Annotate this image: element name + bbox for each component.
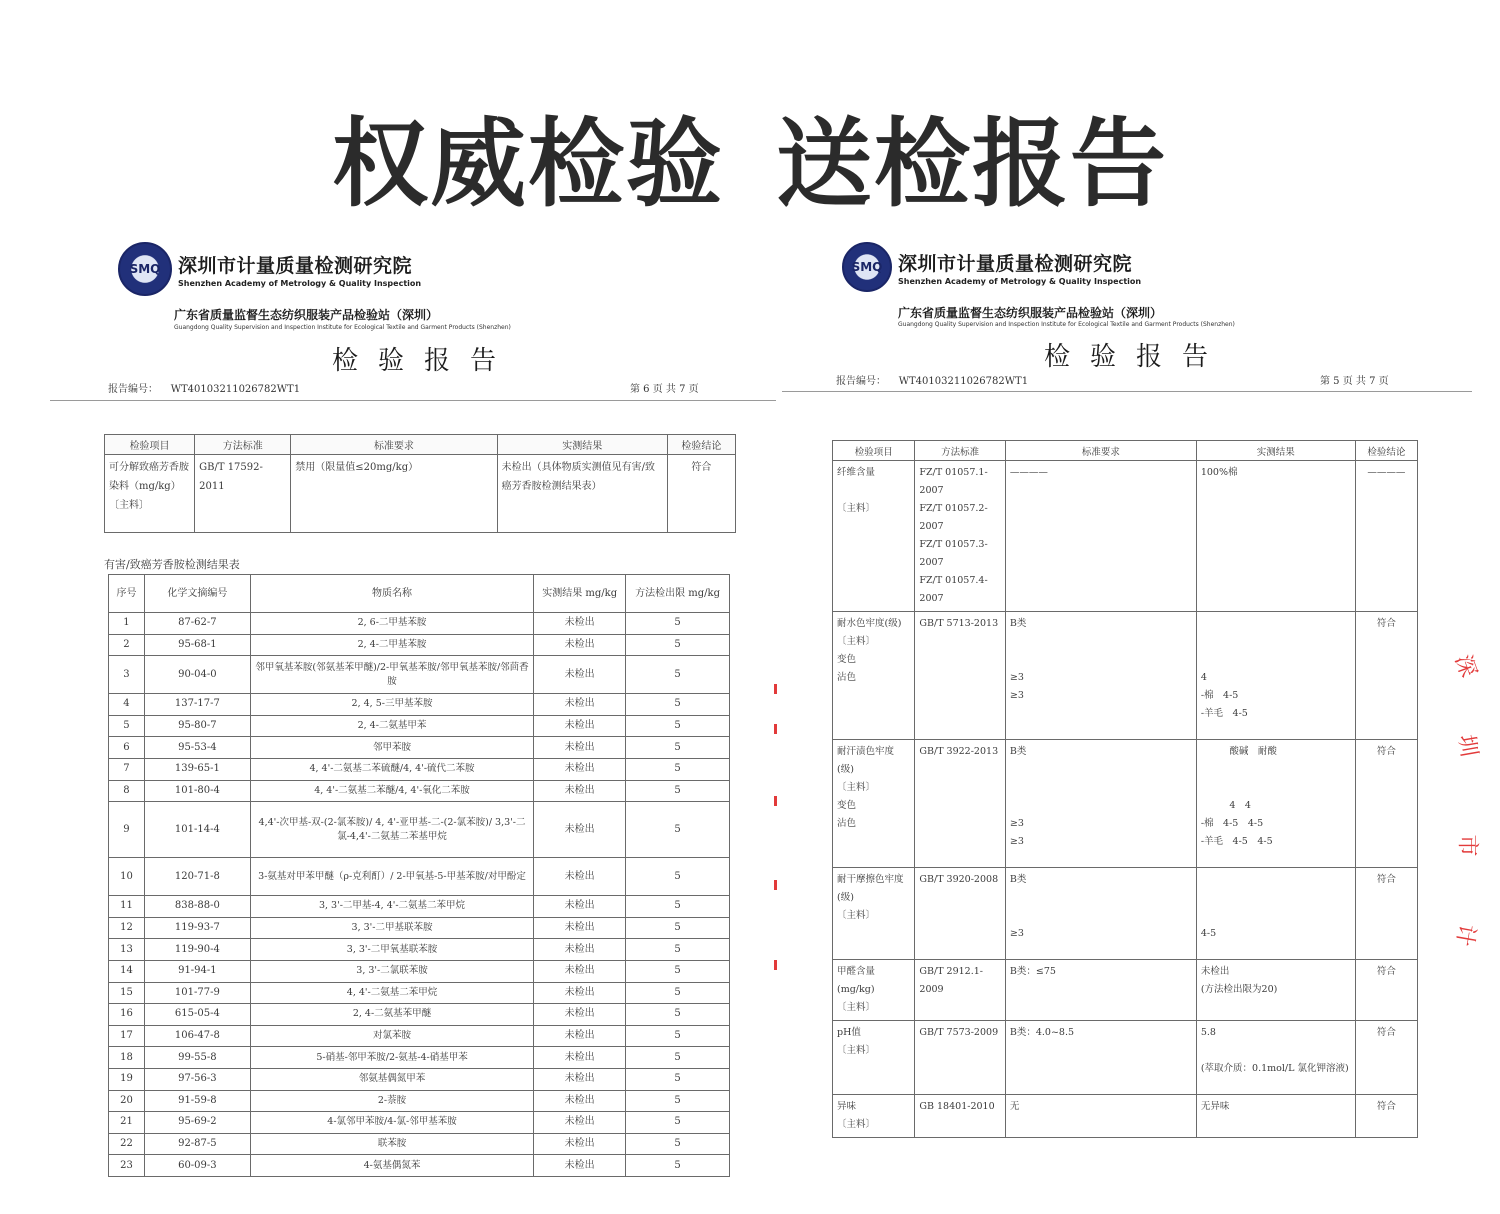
results-body bbox=[833, 461, 1418, 1138]
result-value: 4-5 bbox=[1196, 868, 1355, 960]
amine-row bbox=[109, 694, 730, 716]
amine-row bbox=[109, 715, 730, 737]
amine-no: 15 bbox=[109, 982, 145, 1004]
amine-name: 2, 6-二甲基苯胺 bbox=[250, 613, 533, 635]
amine-cas: 95-53-4 bbox=[144, 737, 250, 759]
amine-name: 5-硝基-邻甲苯胺/2-氨基-4-硝基甲苯 bbox=[250, 1047, 533, 1069]
amine-result: 未检出 bbox=[534, 715, 626, 737]
result-value: 100%棉 bbox=[1196, 461, 1355, 612]
amine-limit: 5 bbox=[626, 1133, 730, 1155]
amine-no: 9 bbox=[109, 802, 145, 858]
amines-header-row bbox=[109, 575, 730, 613]
amine-cas: 99-55-8 bbox=[144, 1047, 250, 1069]
result-method: GB/T 3920-2008 bbox=[915, 868, 1005, 960]
org-name-cn: 深圳市计量质量检测研究院 bbox=[898, 252, 1133, 275]
result-requirement: B类：4.0~8.5 bbox=[1005, 1021, 1196, 1095]
amine-no: 10 bbox=[109, 858, 145, 896]
amine-row bbox=[109, 758, 730, 780]
summary-row bbox=[105, 455, 736, 533]
amine-cas: 139-65-1 bbox=[144, 758, 250, 780]
report-page-6 bbox=[40, 228, 785, 1208]
report-number bbox=[108, 380, 300, 395]
col-name: 物质名称 bbox=[250, 575, 533, 613]
report-number-label: 报告编号： bbox=[108, 384, 158, 395]
amine-row bbox=[109, 1155, 730, 1177]
doc-title: 检验报告 bbox=[332, 346, 517, 376]
col-requirement: 标准要求 bbox=[1005, 441, 1196, 461]
amine-limit: 5 bbox=[626, 1025, 730, 1047]
result-conclusion: 符合 bbox=[1355, 612, 1417, 740]
report-number-value: WT40103211026782WT1 bbox=[170, 384, 301, 395]
col-method: 方法标准 bbox=[915, 441, 1005, 461]
result-item: 耐干摩擦色牢度(级) 〔主料〕 bbox=[833, 868, 915, 960]
result-conclusion: 符合 bbox=[1355, 1095, 1417, 1138]
org-header-right bbox=[842, 242, 1141, 292]
report-number-label: 报告编号： bbox=[836, 376, 886, 387]
col-requirement: 标准要求 bbox=[291, 435, 497, 455]
amine-no: 3 bbox=[109, 656, 145, 694]
result-requirement: B类 ≥3 bbox=[1005, 868, 1196, 960]
amine-limit: 5 bbox=[626, 917, 730, 939]
amine-cas: 106-47-8 bbox=[144, 1025, 250, 1047]
amine-cas: 119-90-4 bbox=[144, 939, 250, 961]
amine-cas: 120-71-8 bbox=[144, 858, 250, 896]
amine-no: 20 bbox=[109, 1090, 145, 1112]
summary-header-row bbox=[105, 435, 736, 455]
amine-limit: 5 bbox=[626, 1090, 730, 1112]
org-name-cn: 深圳市计量质量检测研究院 bbox=[178, 254, 413, 277]
result-row bbox=[833, 612, 1418, 740]
report-number-value: WT40103211026782WT1 bbox=[898, 376, 1029, 387]
amine-cas: 95-69-2 bbox=[144, 1112, 250, 1134]
amine-result: 未检出 bbox=[534, 1068, 626, 1090]
amine-result: 未检出 bbox=[534, 1133, 626, 1155]
result-method: GB/T 7573-2009 bbox=[915, 1021, 1005, 1095]
col-no: 序号 bbox=[109, 575, 145, 613]
amine-name: 4, 4'-二氨基二苯硫醚/4, 4'-硫代二苯胺 bbox=[250, 758, 533, 780]
amine-result: 未检出 bbox=[534, 982, 626, 1004]
amine-row bbox=[109, 1047, 730, 1069]
smq-logo-icon bbox=[118, 242, 172, 296]
summary-result: 未检出（具体物质实测值见有害/致癌芳香胺检测结果表） bbox=[497, 455, 667, 533]
amine-row bbox=[109, 896, 730, 918]
amine-row bbox=[109, 858, 730, 896]
amine-name: 4-氨基偶氮苯 bbox=[250, 1155, 533, 1177]
amine-row bbox=[109, 737, 730, 759]
col-cas: 化学文摘编号 bbox=[144, 575, 250, 613]
amine-no: 13 bbox=[109, 939, 145, 961]
amine-result: 未检出 bbox=[534, 960, 626, 982]
amine-name: 邻氨基偶氮甲苯 bbox=[250, 1068, 533, 1090]
amine-no: 7 bbox=[109, 758, 145, 780]
doc-title: 检验报告 bbox=[1044, 342, 1229, 372]
col-conclusion: 检验结论 bbox=[1355, 441, 1417, 461]
result-requirement: B类：≤75 bbox=[1005, 960, 1196, 1021]
amine-cas: 87-62-7 bbox=[144, 613, 250, 635]
amine-row bbox=[109, 917, 730, 939]
amine-no: 18 bbox=[109, 1047, 145, 1069]
result-item: 耐汗渍色牢度(级) 〔主料〕 变色 沾色 bbox=[833, 740, 915, 868]
summary-conclusion: 符合 bbox=[667, 455, 735, 533]
amine-result: 未检出 bbox=[534, 758, 626, 780]
amine-limit: 5 bbox=[626, 1047, 730, 1069]
amine-limit: 5 bbox=[626, 694, 730, 716]
amine-limit: 5 bbox=[626, 1155, 730, 1177]
amine-name: 2, 4-二甲基苯胺 bbox=[250, 634, 533, 656]
result-item: 纤维含量 〔主料〕 bbox=[833, 461, 915, 612]
amine-no: 21 bbox=[109, 1112, 145, 1134]
stamp-mark bbox=[774, 796, 777, 806]
stamp-char: 深 bbox=[1449, 651, 1481, 681]
amine-row bbox=[109, 1133, 730, 1155]
amine-no: 8 bbox=[109, 780, 145, 802]
amine-result: 未检出 bbox=[534, 1025, 626, 1047]
amine-name: 3, 3'-二氯联苯胺 bbox=[250, 960, 533, 982]
amine-limit: 5 bbox=[626, 715, 730, 737]
report-number bbox=[836, 372, 1028, 387]
result-method: GB/T 3922-2013 bbox=[915, 740, 1005, 868]
amine-no: 12 bbox=[109, 917, 145, 939]
result-value: 酸碱 耐酸 4 4 -棉 4-5 4-5 -羊毛 4-5 4-5 bbox=[1196, 740, 1355, 868]
amine-no: 11 bbox=[109, 896, 145, 918]
stamp-mark bbox=[774, 684, 777, 694]
amine-limit: 5 bbox=[626, 780, 730, 802]
amine-name: 4,4'-次甲基-双-(2-氯苯胺)/ 4, 4'-亚甲基-二-(2-氯苯胺)/ 3,3'-二氯-4,4'-二氨基二苯基甲烷 bbox=[250, 802, 533, 858]
amine-cas: 101-80-4 bbox=[144, 780, 250, 802]
result-row bbox=[833, 960, 1418, 1021]
amine-name: 邻甲苯胺 bbox=[250, 737, 533, 759]
headline-part2: 送检报告 bbox=[776, 108, 1168, 220]
amine-name: 联苯胺 bbox=[250, 1133, 533, 1155]
amine-cas: 95-80-7 bbox=[144, 715, 250, 737]
amine-name: 4-氯邻甲苯胺/4-氯-邻甲基苯胺 bbox=[250, 1112, 533, 1134]
amine-cas: 95-68-1 bbox=[144, 634, 250, 656]
headline-part1: 权威检验 bbox=[332, 108, 724, 220]
amine-name: 邻甲氧基苯胺(邻氨基苯甲醚)/2-甲氧基苯胺/邻甲氧基苯胺/邻茴香胺 bbox=[250, 656, 533, 694]
result-row bbox=[833, 868, 1418, 960]
result-row bbox=[833, 461, 1418, 612]
result-requirement: ———— bbox=[1005, 461, 1196, 612]
amine-limit: 5 bbox=[626, 1068, 730, 1090]
amine-no: 5 bbox=[109, 715, 145, 737]
amine-row bbox=[109, 634, 730, 656]
amine-row bbox=[109, 780, 730, 802]
result-row bbox=[833, 1021, 1418, 1095]
logo-text: SMQ bbox=[129, 262, 161, 276]
amine-cas: 119-93-7 bbox=[144, 917, 250, 939]
amine-row bbox=[109, 960, 730, 982]
amine-result: 未检出 bbox=[534, 1112, 626, 1134]
station-name-cn: 广东省质量监督生态纺织服装产品检验站（深圳） bbox=[174, 308, 439, 322]
amine-no: 19 bbox=[109, 1068, 145, 1090]
amine-no: 14 bbox=[109, 960, 145, 982]
stamp-mark bbox=[774, 960, 777, 970]
station-name-cn: 广东省质量监督生态纺织服装产品检验站（深圳） bbox=[898, 306, 1163, 320]
amine-result: 未检出 bbox=[534, 917, 626, 939]
col-limit: 方法检出限 mg/kg bbox=[626, 575, 730, 613]
amine-row bbox=[109, 1112, 730, 1134]
amine-name: 3, 3'-二甲基-4, 4'-二氨基二苯甲烷 bbox=[250, 896, 533, 918]
org-header bbox=[118, 242, 421, 296]
amine-name: 3, 3'-二甲基联苯胺 bbox=[250, 917, 533, 939]
amine-no: 2 bbox=[109, 634, 145, 656]
amine-row bbox=[109, 1090, 730, 1112]
stamp-mark bbox=[774, 724, 777, 734]
amine-result: 未检出 bbox=[534, 939, 626, 961]
amine-row bbox=[109, 613, 730, 635]
stamp-char: 计 bbox=[1450, 922, 1480, 949]
summary-table bbox=[104, 434, 736, 533]
amine-row bbox=[109, 656, 730, 694]
amine-result: 未检出 bbox=[534, 694, 626, 716]
amine-no: 4 bbox=[109, 694, 145, 716]
amine-no: 17 bbox=[109, 1025, 145, 1047]
amine-result: 未检出 bbox=[534, 896, 626, 918]
amine-result: 未检出 bbox=[534, 1155, 626, 1177]
amine-result: 未检出 bbox=[534, 802, 626, 858]
result-value: 无异味 bbox=[1196, 1095, 1355, 1138]
amine-cas: 91-59-8 bbox=[144, 1090, 250, 1112]
amine-result: 未检出 bbox=[534, 613, 626, 635]
results-table bbox=[832, 440, 1418, 1138]
amine-result: 未检出 bbox=[534, 1090, 626, 1112]
amine-no: 22 bbox=[109, 1133, 145, 1155]
amine-name: 对氯苯胺 bbox=[250, 1025, 533, 1047]
result-item: pH值 〔主料〕 bbox=[833, 1021, 915, 1095]
amine-limit: 5 bbox=[626, 737, 730, 759]
amine-name: 2-萘胺 bbox=[250, 1090, 533, 1112]
logo-text: SMQ bbox=[851, 260, 883, 274]
amine-limit: 5 bbox=[626, 634, 730, 656]
amine-limit: 5 bbox=[626, 613, 730, 635]
amine-cas: 60-09-3 bbox=[144, 1155, 250, 1177]
results-header-row bbox=[833, 441, 1418, 461]
amine-name: 4, 4'-二氨基二苯甲烷 bbox=[250, 982, 533, 1004]
amine-row bbox=[109, 1025, 730, 1047]
amine-limit: 5 bbox=[626, 656, 730, 694]
amine-cas: 91-94-1 bbox=[144, 960, 250, 982]
amine-name: 2, 4-二氨基甲苯 bbox=[250, 715, 533, 737]
col-result: 实测结果 bbox=[497, 435, 667, 455]
amine-cas: 90-04-0 bbox=[144, 656, 250, 694]
amine-name: 2, 4, 5-三甲基苯胺 bbox=[250, 694, 533, 716]
amine-row bbox=[109, 1068, 730, 1090]
amine-limit: 5 bbox=[626, 896, 730, 918]
result-value: 5.8 (萃取介质：0.1mol/L 氯化钾溶液) bbox=[1196, 1021, 1355, 1095]
org-name-en: Shenzhen Academy of Metrology & Quality Inspection bbox=[898, 276, 1142, 286]
amine-result: 未检出 bbox=[534, 1047, 626, 1069]
result-method: GB 18401-2010 bbox=[915, 1095, 1005, 1138]
result-item: 耐水色牢度(级) 〔主料〕 变色 沾色 bbox=[833, 612, 915, 740]
result-method: GB/T 5713-2013 bbox=[915, 612, 1005, 740]
summary-method: GB/T 17592-2011 bbox=[195, 455, 291, 533]
amine-row bbox=[109, 982, 730, 1004]
result-item: 异味 〔主料〕 bbox=[833, 1095, 915, 1138]
result-conclusion: 符合 bbox=[1355, 868, 1417, 960]
amine-cas: 615-05-4 bbox=[144, 1004, 250, 1026]
station-name-en: Guangdong Quality Supervision and Inspection Institute for Ecological Textile and Garment Products (Shenzhen) bbox=[898, 321, 1235, 328]
result-requirement: B类 ≥3 ≥3 bbox=[1005, 740, 1196, 868]
result-conclusion: ———— bbox=[1355, 461, 1417, 612]
result-value: 未检出 (方法检出限为20) bbox=[1196, 960, 1355, 1021]
stamp-char: 市 bbox=[1454, 834, 1480, 857]
report-page-5 bbox=[776, 228, 1480, 1128]
result-item: 甲醛含量(mg/kg) 〔主料〕 bbox=[833, 960, 915, 1021]
result-row bbox=[833, 740, 1418, 868]
amine-cas: 101-77-9 bbox=[144, 982, 250, 1004]
col-method: 方法标准 bbox=[195, 435, 291, 455]
amine-result: 未检出 bbox=[534, 1004, 626, 1026]
amine-result: 未检出 bbox=[534, 737, 626, 759]
amine-cas: 97-56-3 bbox=[144, 1068, 250, 1090]
amine-result: 未检出 bbox=[534, 858, 626, 896]
amine-cas: 137-17-7 bbox=[144, 694, 250, 716]
amines-table-caption: 有害/致癌芳香胺检测结果表 bbox=[104, 558, 240, 571]
amine-result: 未检出 bbox=[534, 656, 626, 694]
result-value: 4 -棉 4-5 -羊毛 4-5 bbox=[1196, 612, 1355, 740]
amine-no: 16 bbox=[109, 1004, 145, 1026]
amine-no: 1 bbox=[109, 613, 145, 635]
amine-limit: 5 bbox=[626, 939, 730, 961]
amine-name: 3-氨基对甲苯甲醚（ρ-克利酊）/ 2-甲氧基-5-甲基苯胺/对甲酚定 bbox=[250, 858, 533, 896]
stamp-mark bbox=[774, 880, 777, 890]
amines-body bbox=[109, 613, 730, 1177]
col-item: 检验项目 bbox=[833, 441, 915, 461]
smq-logo-icon bbox=[842, 242, 892, 292]
amine-no: 23 bbox=[109, 1155, 145, 1177]
amine-limit: 5 bbox=[626, 858, 730, 896]
result-requirement: B类 ≥3 ≥3 bbox=[1005, 612, 1196, 740]
amine-limit: 5 bbox=[626, 1112, 730, 1134]
amine-limit: 5 bbox=[626, 982, 730, 1004]
header-rule bbox=[50, 400, 778, 401]
col-result: 实测结果 bbox=[1196, 441, 1355, 461]
col-result: 实测结果 mg/kg bbox=[534, 575, 626, 613]
amine-name: 2, 4-二氨基苯甲醚 bbox=[250, 1004, 533, 1026]
col-item: 检验项目 bbox=[105, 435, 195, 455]
amine-cas: 101-14-4 bbox=[144, 802, 250, 858]
page-info: 第 5 页 共 7 页 bbox=[1320, 376, 1389, 387]
station-name-en: Guangdong Quality Supervision and Inspection Institute for Ecological Textile and Garment Products (Shenzhen) bbox=[174, 324, 511, 331]
amine-no: 6 bbox=[109, 737, 145, 759]
amine-cas: 92-87-5 bbox=[144, 1133, 250, 1155]
amines-table bbox=[108, 574, 730, 1177]
page-info: 第 6 页 共 7 页 bbox=[630, 384, 699, 395]
amine-name: 3, 3'-二甲氧基联苯胺 bbox=[250, 939, 533, 961]
summary-item: 可分解致癌芳香胺染料（mg/kg）〔主料〕 bbox=[105, 455, 195, 533]
result-method: GB/T 2912.1-2009 bbox=[915, 960, 1005, 1021]
headline bbox=[0, 88, 1500, 225]
result-requirement: 无 bbox=[1005, 1095, 1196, 1138]
amine-name: 4, 4'-二氨基二苯醚/4, 4'-氧化二苯胺 bbox=[250, 780, 533, 802]
summary-requirement: 禁用（限量值≤20mg/kg） bbox=[291, 455, 497, 533]
amine-cas: 838-88-0 bbox=[144, 896, 250, 918]
amine-result: 未检出 bbox=[534, 780, 626, 802]
amine-limit: 5 bbox=[626, 758, 730, 780]
result-row bbox=[833, 1095, 1418, 1138]
amine-result: 未检出 bbox=[534, 634, 626, 656]
result-conclusion: 符合 bbox=[1355, 960, 1417, 1021]
amine-limit: 5 bbox=[626, 960, 730, 982]
header-rule bbox=[782, 391, 1472, 392]
col-conclusion: 检验结论 bbox=[667, 435, 735, 455]
amine-row bbox=[109, 939, 730, 961]
result-conclusion: 符合 bbox=[1355, 740, 1417, 868]
org-name-en: Shenzhen Academy of Metrology & Quality Inspection bbox=[178, 278, 422, 288]
amine-row bbox=[109, 802, 730, 858]
result-method: FZ/T 01057.1-2007 FZ/T 01057.2-2007 FZ/T 01057.3-2007 FZ/T 01057.4-2007 bbox=[915, 461, 1005, 612]
amine-limit: 5 bbox=[626, 1004, 730, 1026]
amine-limit: 5 bbox=[626, 802, 730, 858]
stamp-char: 圳 bbox=[1452, 732, 1482, 759]
result-conclusion: 符合 bbox=[1355, 1021, 1417, 1095]
amine-row bbox=[109, 1004, 730, 1026]
